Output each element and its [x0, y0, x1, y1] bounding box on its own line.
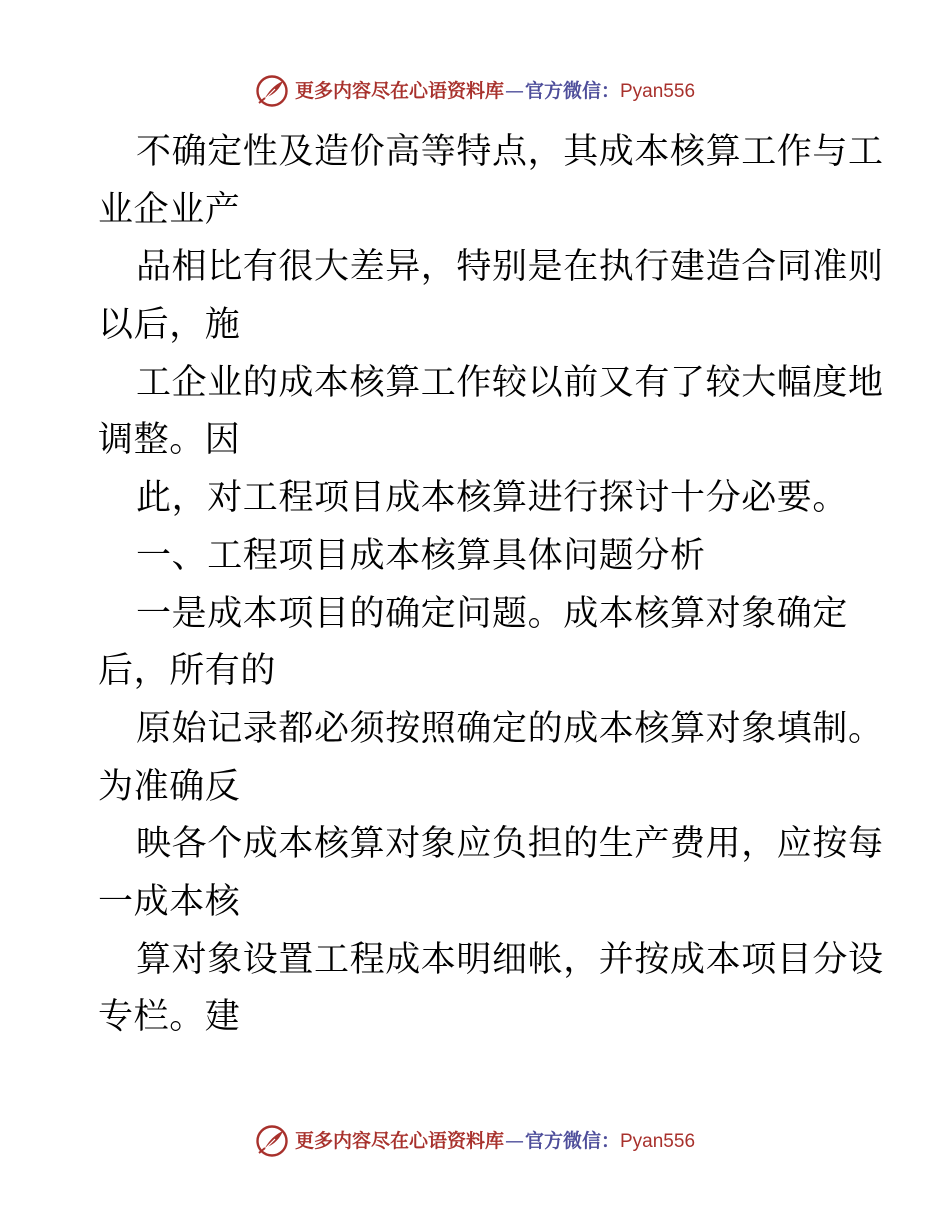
- body-text-line: 为准确反: [98, 766, 241, 807]
- body-text-line: 工企业的成本核算工作较以前又有了较大幅度地: [136, 362, 884, 403]
- footer-banner-text: [294, 1129, 696, 1152]
- body-text-line: 以后，施: [98, 305, 241, 346]
- header-banner: [0, 71, 950, 111]
- footer-banner-title: 更多内容尽在心语资料库: [294, 1129, 504, 1152]
- body-text-line: 映各个成本核算对象应负担的生产费用，应按每: [136, 824, 884, 865]
- body-text-line: 专栏。建: [98, 997, 241, 1038]
- body-text-line: 品相比有很大差异，特别是在执行建造合同准则: [136, 247, 884, 288]
- body-text-line: 一是成本项目的确定问题。成本核算对象确定: [136, 593, 849, 634]
- header-banner-text: [294, 79, 696, 102]
- body-text-line: 后，所有的: [98, 651, 277, 692]
- body-text-line: 调整。因: [98, 420, 241, 461]
- footer-banner-separator: —: [504, 1129, 524, 1152]
- header-wechat-label: 官方微信：: [524, 79, 620, 102]
- header-wechat-account: Pyan556: [620, 80, 696, 102]
- body-text-line: 一成本核: [98, 881, 241, 922]
- body-text-line: 一、工程项目成本核算具体问题分析: [136, 535, 706, 576]
- body-text-line: 业企业产: [98, 189, 241, 230]
- footer-banner: [0, 1121, 950, 1161]
- body-text-line: 算对象设置工程成本明细帐，并按成本项目分设: [136, 939, 884, 980]
- body-text-line: 原始记录都必须按照确定的成本核算对象填制。: [136, 708, 884, 749]
- header-banner-separator: —: [504, 79, 524, 102]
- footer-wechat-label: 官方微信：: [524, 1129, 620, 1152]
- body-text-line: 此，对工程项目成本核算进行探讨十分必要。: [136, 478, 849, 519]
- body-text-line: 不确定性及造价高等特点，其成本核算工作与工: [136, 132, 884, 172]
- document-body: [98, 124, 884, 1047]
- feather-quill-logo-icon: [255, 74, 289, 108]
- footer-wechat-account: Pyan556: [620, 1130, 696, 1152]
- feather-quill-logo-icon: [255, 1124, 289, 1158]
- header-banner-title: 更多内容尽在心语资料库: [294, 79, 504, 102]
